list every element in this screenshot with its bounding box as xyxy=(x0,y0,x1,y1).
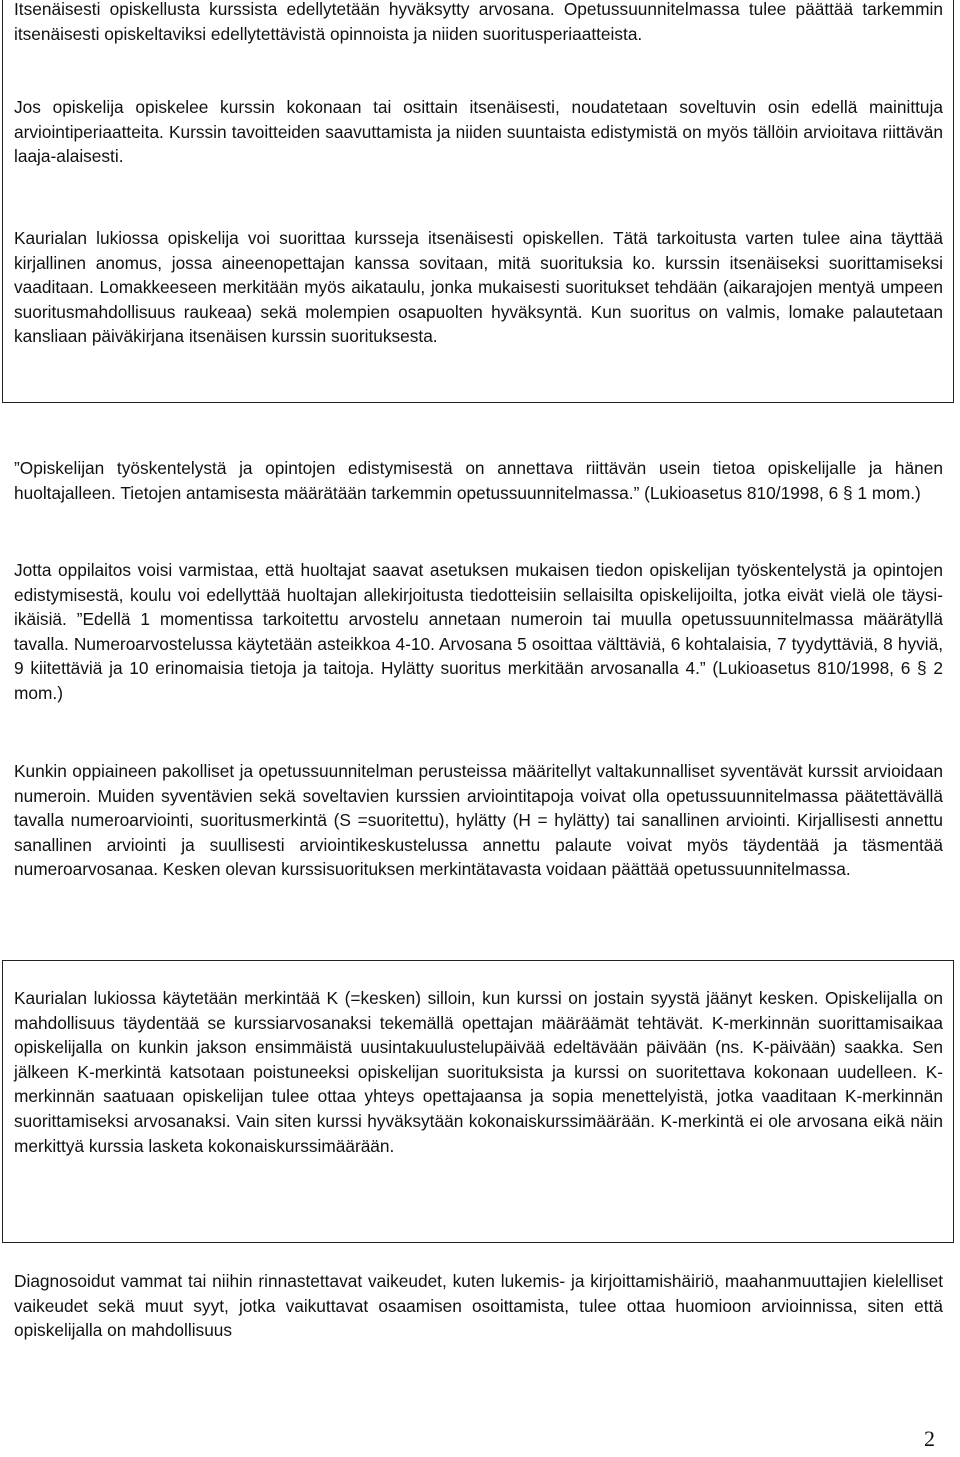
paragraph-guardian-signature: Jotta oppilaitos voisi varmistaa, että huoltajat saavat asetuksen mukaisen tiedon opiskelijan työskentelystä ja opintojen edistymisestä, koulu voi edellyttää huoltajan allekirjoitusta tiedotteisiin sellaisilta opiskelijoilta, jotka eivät vielä ole täysi-ikäisiä. ”Edellä 1 momentissa tarkoitettu arvostelu annetaan numeroin tai muulla opetussuunnitelmassa määrätyllä tavalla. Numeroarvostelussa käytetään asteikkoa 4-10. Arvosana 5 osoittaa välttäviä, 6 kohtalaisia, 7 tyydyttäviä, 8 hyviä, 9 kiitettäviä ja 10 erinomaisia tietoja ja taitoja. Hylätty suoritus merkitään arvosanalla 4.” (Lukioasetus 810/1998, 6 § 2 mom.) xyxy=(14,560,943,703)
paragraph-course-evaluation: Kunkin oppiaineen pakolliset ja opetussuunnitelman perusteissa määritellyt valtakunnalliset syventävät kurssit arvioidaan numeroin. Muiden syventävien sekä soveltavien kurssien arviointitapoja voivat olla opetussuunnitelmassa päätettävällä tavalla numeroarviointi, suoritusmerkintä (S =suoritettu), hylätty (H = hylätty) tai sanallinen arviointi. Kirjallisesti annettu sanallinen arviointi ja suullisesti arviointikeskustelussa annettu palaute voivat myös täydentää ja täsmentää numeroarvosanaa. Kesken olevan kurssisuorituksen merkintätavasta voidaan päättää opetussuunnitelmassa. xyxy=(14,761,943,880)
paragraph-kaurialan-independent: Kaurialan lukiossa opiskelija voi suorittaa kursseja itsenäisesti opiskellen. Tätä tarkoitusta varten tulee aina täyttää kirjallinen anomus, jossa aineenopettajan kanssa sovitaan, mitä suorituksia ko. kurssin itsenäiseksi suorittamiseksi vaaditaan. Lomakkeeseen merkitään myös aikataulu, jonka mukaisesti suoritukset tehdään (aikarajojen mentyä umpeen suoritusmahdollisuus raukeaa) sekä molempien osapuolten hyväksyntä. Kun suoritus on valmis, lomake palautetaan kansliaan päiväkirjana itsenäisen kurssin suorituksesta. xyxy=(14,228,943,347)
paragraph-progress-information: ”Opiskelijan työskentelystä ja opintojen edistymisestä on annettava riittävän usein tietoa opiskelijalle ja hänen huoltajalleen. Tietojen antamisesta määrätään tarkemmin opetussuunnitelmassa.” (Lukioasetus 810/1998, 6 § 1 mom.) xyxy=(14,458,943,503)
paragraph-diagnosed-difficulties: Diagnosoidut vammat tai niihin rinnastettavat vaikeudet, kuten lukemis- ja kirjoittamishäiriö, maahanmuuttajien kielelliset vaikeudet sekä muut syyt, jotka vaikuttavat osaamisen osoittamista, tulee ottaa huomioon arvioinnissa, siten että opiskelijalla on mahdollisuus xyxy=(14,1271,943,1341)
page-number: 2 xyxy=(924,1426,935,1451)
paragraph-independent-principles: Jos opiskelija opiskelee kurssin kokonaan tai osittain itsenäisesti, noudatetaan soveltuvin osin edellä mainittuja arviointiperiaatteita. Kurssin tavoitteiden saavuttamista ja niiden suuntaista edistymistä on myös tällöin arvioitava riittävän laaja-alaisesti. xyxy=(14,97,943,167)
paragraph-k-mark: Kaurialan lukiossa käytetään merkintää K (=kesken) silloin, kun kurssi on jostain syystä jäänyt kesken. Opiskelijalla on mahdollisuus täydentää se kurssiarvosanaksi tekemällä opettajan määräämät tehtävät. K-merkinnän suorittamisaikaa opiskelijalla on kunkin jakson ensimmäistä uusintakuulustelupäivää edeltävään päivään (ns. K-päivään) saakka. Sen jälkeen K-merkintä katsotaan poistuneeksi opiskelijan suorituksista ja kurssi on suoritettava kokonaan uudelleen. K-merkinnän saatuaan opiskelijan tulee ottaa yhteys opettajaansa ja sopia menettelyistä, jotka vaaditaan K-merkinnän suorittamiseksi arvosanaksi. Vain siten kurssi hyväksytään kokonaiskurssimäärään. K-merkintä ei ole arvosana eikä näin merkittyä kurssia lasketa kokonaiskurssimäärään. xyxy=(14,988,943,1156)
paragraph-independent-grade: Itsenäisesti opiskellusta kurssista edellytetään hyväksytty arvosana. Opetussuunnitelmassa tulee päättää tarkemmin itsenäisesti opiskeltaviksi edellytettävistä opinnoista ja niiden suoritusperiaatteista. xyxy=(14,0,943,44)
